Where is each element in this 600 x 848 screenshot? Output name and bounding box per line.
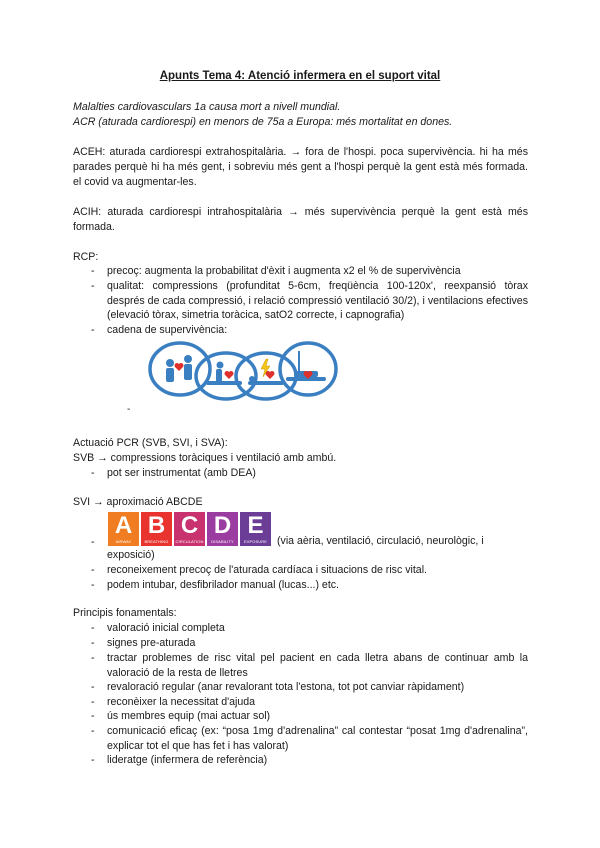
abcde-box-a — [108, 512, 139, 546]
principis-item-2: signes pre-aturada — [107, 637, 196, 649]
list-dash: - — [91, 681, 95, 693]
abcde-letter: D — [213, 512, 232, 539]
chain-of-survival-icon — [148, 341, 338, 401]
svb-item-1: pot ser instrumentat (amb DEA) — [107, 467, 256, 479]
stray-dash: - — [127, 404, 131, 415]
principis-heading: Principis fonamentals: — [73, 607, 177, 619]
list-dash: - — [91, 280, 95, 292]
list-dash: - — [91, 637, 95, 649]
list-dash: - — [91, 652, 95, 664]
svi-item-1-line1: (via aèria, ventilació, circulació, neurològic, i — [277, 535, 484, 547]
principis-item-1: valoració inicial completa — [107, 622, 225, 634]
abcde-letter: A — [114, 512, 133, 539]
principis-item-4: revaloració regular (anar revalorant tota l'estona, tot pot canviar ràpidament) — [107, 681, 465, 693]
actuacio-heading: Actuació PCR (SVB, SVI, i SVA): — [73, 437, 228, 449]
abcde-letter: C — [180, 512, 199, 539]
abcde-box-c — [174, 512, 205, 546]
list-dash: - — [91, 622, 95, 634]
list-dash: - — [91, 579, 95, 591]
abcde-word: DISABILITY — [211, 539, 234, 544]
document-title: Apunts Tema 4: Atenció infermera en el suport vital — [159, 70, 441, 82]
intro-line-1: Malalties cardiovasculars 1a causa mort a nivell mundial. — [73, 101, 341, 113]
abcde-word: EXPOSURE — [243, 539, 268, 544]
acih-paragraph: ACIH: aturada cardiorespi intrahospitalària → més supervivència perquè la gent està més formada. — [73, 206, 528, 233]
svb-line: SVB → compressions toràciques i ventilació amb ambú. — [73, 452, 337, 464]
abcde-graphic — [108, 512, 275, 546]
list-dash: - — [91, 710, 95, 722]
chain-ring-4 — [280, 343, 336, 395]
intro-line-2: ACR (aturada cardiorespi) en menors de 75a a Europa: més mortalitat en dones. — [73, 116, 453, 128]
principis-item-7: comunicació eficaç (ex: “posa 1mg d'adrenalina” cal contestar “posat 1mg d'adrenalina”, explicar tot el que has fet i has valorat) — [107, 725, 528, 752]
list-dash: - — [91, 725, 95, 737]
abcde-word: AIRWAY — [115, 539, 132, 544]
principis-item-8: lideratge (infermera de referència) — [107, 754, 268, 766]
svi-line: SVI → aproximació ABCDE — [73, 496, 203, 508]
list-dash: - — [91, 564, 95, 576]
abcde-box-e — [240, 512, 271, 546]
list-dash: - — [91, 265, 95, 277]
svi-item-3: podem intubar, desfibrilador manual (lucas...) etc. — [107, 579, 340, 591]
abcde-box-b — [141, 512, 172, 546]
abcde-box-d — [207, 512, 238, 546]
svi-item-1-line2: exposició) — [107, 549, 155, 561]
list-dash: - — [91, 467, 95, 479]
list-dash: - — [91, 754, 95, 766]
list-dash: - — [91, 696, 95, 708]
principis-item-6: ús membres equip (mai actuar sol) — [107, 710, 271, 722]
principis-item-5: reconèixer la necessitat d'ajuda — [107, 696, 256, 708]
rcp-item-1: precoç: augmenta la probabilitat d'èxit i augmenta x2 el % de supervivència — [107, 265, 461, 277]
list-dash: - — [91, 536, 95, 548]
rcp-heading: RCP: — [73, 251, 99, 263]
rcp-item-2: qualitat: compressions (profunditat 5-6cm, freqüència 100-120x', reexpansió tòrax després de cada compressió, i relació compressió ventilació 30/2), i ventilacions efectives (elevació tòrax, simetria toràcica, satO2 correcte, i capnografia) — [107, 280, 528, 322]
abcde-word: CIRCULATION — [175, 539, 204, 544]
abcde-letter: E — [247, 512, 264, 539]
rcp-item-3: cadena de supervivència: — [107, 324, 228, 336]
svi-item-2: reconeixement precoç de l'aturada cardíaca i situacions de risc vital. — [107, 564, 427, 576]
abcde-word: BREATHING — [144, 539, 169, 544]
abcde-letter: B — [147, 512, 166, 539]
aceh-paragraph: ACEH: aturada cardiorespi extrahospitalària. → fora de l'hospi. poca supervivència. hi ha més parades perquè hi ha més gent, i sobreviu més gent a l'hospi perquè la gent està més formada. el covid va augmentar-les. — [73, 146, 528, 188]
list-dash: - — [91, 324, 95, 336]
principis-item-3: tractar problemes de risc vital pel pacient en cada lletra abans de continuar amb la valoració de la resta de lletres — [107, 652, 528, 679]
